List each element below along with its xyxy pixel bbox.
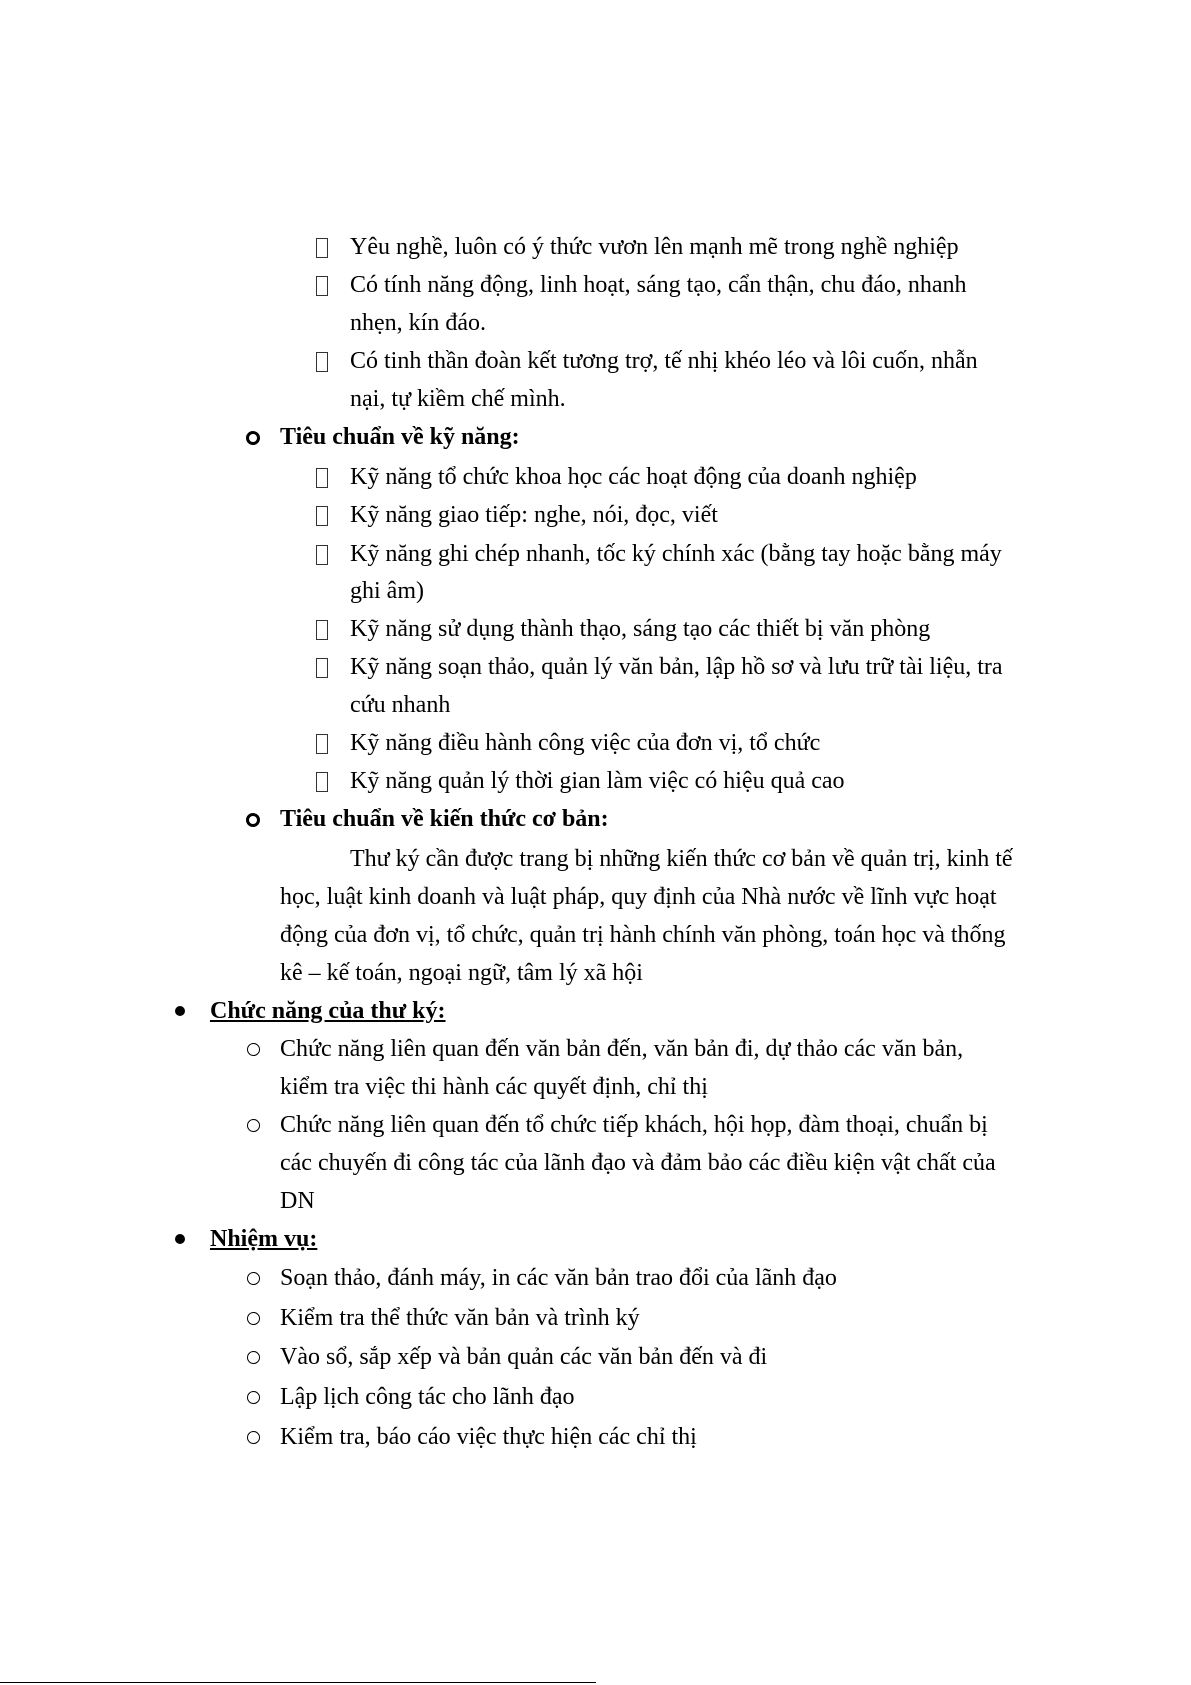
trait-line-continued: nại, tự kiềm chế mình. xyxy=(350,386,566,412)
footnote-separator xyxy=(0,1682,596,1683)
skill-line-continued: cứu nhanh xyxy=(350,692,451,718)
function-line-continued: DN xyxy=(280,1188,315,1214)
trait-line-continued: nhẹn, kín đáo. xyxy=(350,310,486,336)
function-line: Chức năng liên quan đến tổ chức tiếp khách, hội họp, đàm thoại, chuẩn bị xyxy=(280,1112,988,1138)
knowledge-heading: Tiêu chuẩn về kiến thức cơ bản: xyxy=(280,806,609,832)
dot-bullet-icon xyxy=(175,1006,185,1016)
knowledge-paragraph-line: động của đơn vị, tổ chức, quản trị hành chính văn phòng, toán học và thống xyxy=(280,922,1006,948)
circle-bullet-icon xyxy=(247,1312,260,1325)
skill-line: Kỹ năng ghi chép nhanh, tốc ký chính xác (bằng tay hoặc bằng máy xyxy=(350,541,1002,567)
function-line-continued: các chuyến đi công tác của lãnh đạo và đảm bảo các điều kiện vật chất của xyxy=(280,1150,996,1176)
skill-line: Kỹ năng sử dụng thành thạo, sáng tạo các thiết bị văn phòng xyxy=(350,616,931,642)
function-line-continued: kiểm tra việc thi hành các quyết định, chỉ thị xyxy=(280,1074,708,1100)
missing-glyph-bullet-icon xyxy=(316,506,328,526)
duty-line: Kiểm tra, báo cáo việc thực hiện các chỉ thị xyxy=(280,1424,697,1450)
circle-bullet-icon xyxy=(247,1431,260,1444)
missing-glyph-bullet-icon xyxy=(316,276,328,296)
skill-line: Kỹ năng soạn thảo, quản lý văn bản, lập hồ sơ và lưu trữ tài liệu, tra xyxy=(350,654,1003,680)
skill-line: Kỹ năng tổ chức khoa học các hoạt động của doanh nghiệp xyxy=(350,464,917,490)
knowledge-paragraph-line: kê – kế toán, ngoại ngữ, tâm lý xã hội xyxy=(280,960,643,986)
duty-line: Soạn thảo, đánh máy, in các văn bản trao đổi của lãnh đạo xyxy=(280,1265,837,1291)
duty-line: Vào sổ, sắp xếp và bản quản các văn bản đến và đi xyxy=(280,1344,768,1370)
skill-line: Kỹ năng giao tiếp: nghe, nói, đọc, viết xyxy=(350,502,718,528)
missing-glyph-bullet-icon xyxy=(316,468,328,488)
trait-line: Có tinh thần đoàn kết tương trợ, tế nhị khéo léo và lôi cuốn, nhẫn xyxy=(350,348,978,374)
circle-bullet-icon xyxy=(247,1119,260,1132)
duty-line: Kiểm tra thể thức văn bản và trình ký xyxy=(280,1305,640,1331)
missing-glyph-bullet-icon xyxy=(316,734,328,754)
skill-line: Kỹ năng điều hành công việc của đơn vị, tổ chức xyxy=(350,730,821,756)
knowledge-paragraph-line: Thư ký cần được trang bị những kiến thức cơ bản về quản trị, kinh tế xyxy=(350,846,1013,872)
skill-line-continued: ghi âm) xyxy=(350,578,424,604)
missing-glyph-bullet-icon xyxy=(316,238,328,258)
skill-line: Kỹ năng quản lý thời gian làm việc có hiệu quả cao xyxy=(350,768,845,794)
function-line: Chức năng liên quan đến văn bản đến, văn bản đi, dự thảo các văn bản, xyxy=(280,1036,964,1062)
dot-bullet-icon xyxy=(175,1234,185,1244)
missing-glyph-bullet-icon xyxy=(316,352,328,372)
circle-bullet-icon xyxy=(247,1351,260,1364)
circle-bullet-icon xyxy=(247,1391,260,1404)
missing-glyph-bullet-icon xyxy=(316,620,328,640)
trait-line: Yêu nghề, luôn có ý thức vươn lên mạnh mẽ trong nghề nghiệp xyxy=(350,234,959,260)
knowledge-paragraph-line: học, luật kinh doanh và luật pháp, quy định của Nhà nước về lĩnh vực hoạt xyxy=(280,884,997,910)
circle-bullet-icon xyxy=(246,431,260,445)
skills-heading: Tiêu chuẩn về kỹ năng: xyxy=(280,424,520,450)
circle-bullet-icon xyxy=(247,1043,260,1056)
missing-glyph-bullet-icon xyxy=(316,772,328,792)
missing-glyph-bullet-icon xyxy=(316,545,328,565)
circle-bullet-icon xyxy=(246,813,260,827)
functions-heading: Chức năng của thư ký: xyxy=(210,998,446,1024)
missing-glyph-bullet-icon xyxy=(316,658,328,678)
duty-line: Lập lịch công tác cho lãnh đạo xyxy=(280,1384,575,1410)
circle-bullet-icon xyxy=(247,1272,260,1285)
duties-heading: Nhiệm vụ: xyxy=(210,1226,318,1252)
trait-line: Có tính năng động, linh hoạt, sáng tạo, cẩn thận, chu đáo, nhanh xyxy=(350,272,967,298)
